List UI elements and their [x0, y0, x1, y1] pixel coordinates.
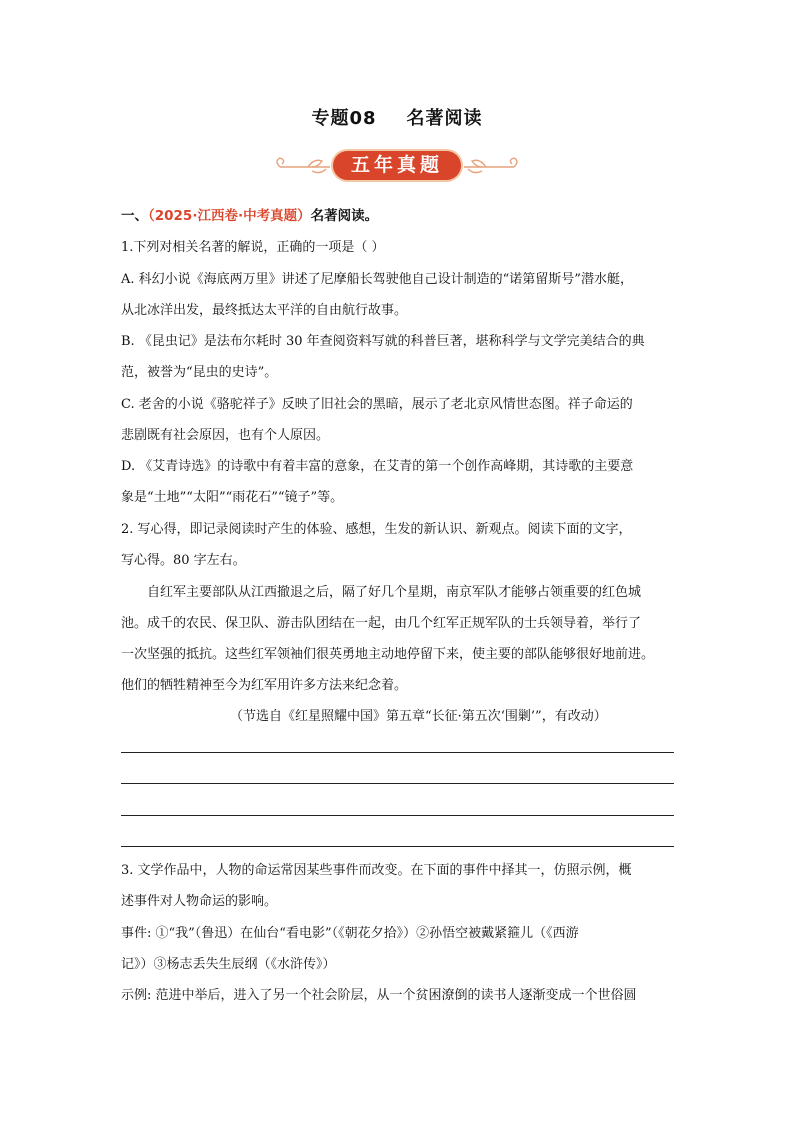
q1-option-a-line1: A. 科幻小说《海底两万里》讲述了尼摩船长驾驶他自己设计制造的“诺第留斯号”潜水艇， [121, 272, 633, 287]
section-number: 一、 [121, 208, 148, 224]
q3-example: 示例: 范进中举后，进入了另一个社会阶层，从一个贫困潦倒的读书人逐渐变成一个世俗圆 [121, 988, 637, 1003]
answer-line-4[interactable] [121, 846, 674, 847]
q1-option-b-line2: 范，被誉为“昆虫的史诗”。 [121, 365, 278, 380]
q1-option-d-line2: 象是“土地”“太阳”“雨花石”“镜子”等。 [121, 490, 344, 505]
answer-line-3[interactable] [121, 815, 674, 816]
section-task: 名著阅读。 [310, 208, 379, 224]
q3-events-line2: 记》）③杨志丢失生辰纲（《水浒传》） [121, 957, 336, 972]
q3-events-line1: 事件: ①“我”（鲁迅）在仙台“看电影”（《朝花夕拾》）②孙悟空被戴紧箍儿（《西游 [121, 926, 579, 941]
q1-option-d-line1: D. 《艾青诗选》的诗歌中有着丰富的意象，在艾青的第一个创作高峰期，其诗歌的主要意 [121, 459, 634, 474]
q1-option-c-line2: 悲剧既有社会原因，也有个人原因。 [121, 428, 330, 443]
q2-stem-line1: 2. 写心得，即记录阅读时产生的体验、感想，生发的新认识、新观点。阅读下面的文字， [121, 522, 632, 537]
q2-passage-line2: 池。成千的农民、保卫队、游击队团结在一起，由几个红军正规军队的士兵领导着，举行了 [121, 616, 642, 631]
page-title [0, 104, 794, 130]
q3-stem-line1: 3. 文学作品中，人物的命运常因某些事件而改变。在下面的事件中择其一，仿照示例，概 [121, 863, 632, 878]
answer-line-1[interactable] [121, 752, 674, 753]
topic-number: 专题08 [311, 108, 377, 129]
q2-passage-line3: 一次坚强的抵抗。这些红军领袖们很英勇地主动地停留下来，使主要的部队能够很好地前进。 [121, 647, 655, 662]
q1-stem: 1.下列对相关名著的解说，正确的一项是（ ） [121, 240, 385, 255]
section-source: （2025·江西卷·中考真题） [148, 208, 311, 224]
q3-stem-line2: 述事件对人物命运的影响。 [121, 894, 278, 909]
answer-line-2[interactable] [121, 783, 674, 784]
q2-citation: （节选自《红星照耀中国》第五章“长征·第五次‘围剿’”，有改动） [230, 709, 607, 724]
section-heading [121, 208, 378, 224]
q1-option-b-line1: B. 《昆虫记》是法布尔耗时 30 年查阅资料写就的科普巨著，堪称科学与文学完美结合的典 [121, 334, 645, 349]
q2-passage-line4: 他们的牺牲精神至今为红军用许多方法来纪念着。 [121, 678, 408, 693]
q1-option-a-line2: 从北冰洋出发，最终抵达太平洋的自由航行故事。 [121, 303, 408, 318]
q2-stem-line2: 写心得。80 字左右。 [121, 553, 246, 568]
q1-option-c-line1: C. 老舍的小说《骆驼祥子》反映了旧社会的黑暗，展示了老北京风情世态图。祥子命运的 [121, 397, 633, 412]
banner-label: 五年真题 [333, 151, 461, 180]
q2-passage-line1: 自红军主要部队从江西撤退之后，隔了好几个星期，南京军队才能够占领重要的红色城 [147, 585, 642, 600]
topic-name: 名著阅读 [406, 108, 483, 129]
